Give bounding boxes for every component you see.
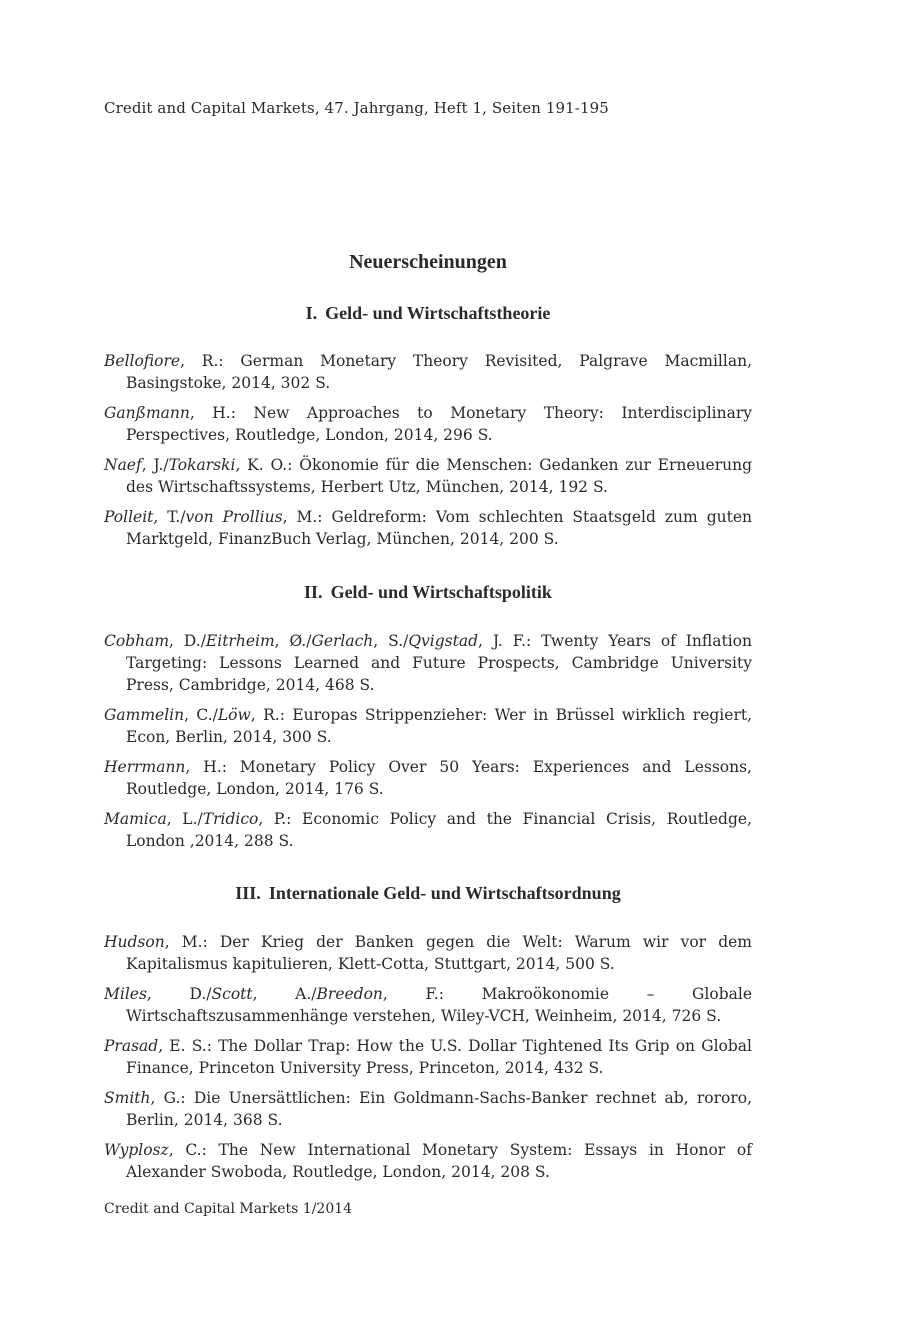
running-head: Credit and Capital Markets, 47. Jahrgang, Heft 1, Seiten 191-195 [104,99,609,117]
bibliography-entry: Polleit, T./von Prollius, M.: Geldreform: Vom schlechten Staatsgeld zum guten Marktgeld, FinanzBuch Verlag, München, 2014, 200 S. [104,508,752,548]
page-footer: Credit and Capital Markets 1/2014 [104,1201,353,1217]
bibliography-entry: Herrmann, H.: Monetary Policy Over 50 Years: Experiences and Lessons, Routledge, London, 2014, 176 S. [104,758,752,798]
bibliography-entry: Smith, G.: Die Unersättlichen: Ein Goldmann-Sachs-Banker rechnet ab, rororo, Berlin, 2014, 368 S. [104,1089,752,1129]
section-title: Geld- und Wirtschaftspolitik [330,582,552,602]
section-entries-2 [104,630,752,860]
section-heading-3 [0,883,856,904]
section-heading-2 [0,582,856,603]
section-entries-3 [104,931,752,1191]
bibliography-entry: Ganßmann, H.: New Approaches to Monetary Theory: Interdisciplinary Perspectives, Routledge, London, 2014, 296 S. [104,404,752,444]
section-heading-1 [0,303,856,324]
section-number: III. [235,883,261,903]
section-number: II. [304,582,323,602]
section-number: I. [305,303,318,323]
section-title: Geld- und Wirtschaftstheorie [325,303,551,323]
bibliography-entry: Mamica, L./Tridico, P.: Economic Policy and the Financial Crisis, Routledge, London ,2014, 288 S. [104,810,752,850]
bibliography-entry: Naef, J./Tokarski, K. O.: Ökonomie für die Menschen: Gedanken zur Erneuerung des Wirtschaftssystems, Herbert Utz, München, 2014, 192 S. [104,456,753,496]
bibliography-entry: Miles, D./Scott, A./Breedon, F.: Makroökonomie – Globale Wirtschaftszusammenhänge verstehen, Wiley-VCH, Weinheim, 2014, 726 S. [104,985,752,1025]
bibliography-entry: Prasad, E. S.: The Dollar Trap: How the U.S. Dollar Tightened Its Grip on Global Finance, Princeton University Press, Princeton, 2014, 432 S. [104,1037,752,1077]
page-title: Neuerscheinungen [349,251,507,273]
bibliography-entry: Wyplosz, C.: The New International Monetary System: Essays in Honor of Alexander Swoboda, Routledge, London, 2014, 208 S. [104,1141,752,1181]
bibliography-entry: Gammelin, C./Löw, R.: Europas Strippenzieher: Wer in Brüssel wirklich regiert, Econ, Berlin, 2014, 300 S. [104,706,753,746]
bibliography-entry: Cobham, D./Eitrheim, Ø./Gerlach, S./Qvigstad, J. F.: Twenty Years of Inflation Targeting: Lessons Learned and Future Prospects, Cambridge University Press, Cambridge, 2014, 468 S. [104,632,752,694]
section-entries-1 [104,350,752,558]
section-title: Internationale Geld- und Wirtschaftsordnung [268,883,621,903]
bibliography-entry: Bellofiore, R.: German Monetary Theory Revisited, Palgrave Macmillan, Basingstoke, 2014, 302 S. [104,352,752,392]
bibliography-entry: Hudson, M.: Der Krieg der Banken gegen die Welt: Warum wir vor dem Kapitalismus kapitulieren, Klett-Cotta, Stuttgart, 2014, 500 S. [104,933,752,973]
